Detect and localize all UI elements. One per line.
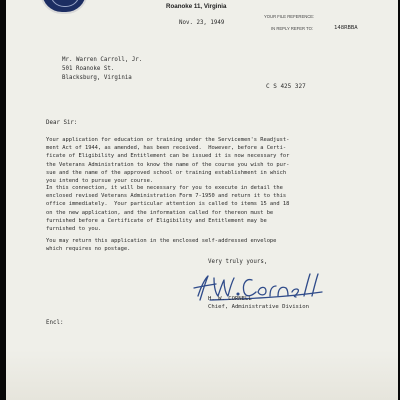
reply-reference-value: 148RBBA <box>334 25 358 31</box>
body-paragraph-1: Your application for education or training under the Servicemen's Readjust- ment Act of 1944, as amended, has been received. However, before a Certi- ficate of Eligibility and Entitlement can be issued it is now necessary for the Veterans Administration to know the name of the course you wish to pur- sue and the name of the approved school or training establishment in which you intend to pursue your course. <box>46 137 290 185</box>
agency-seal-icon <box>40 0 88 14</box>
letter-page <box>6 0 398 400</box>
seal-ring <box>50 0 80 7</box>
body-paragraph-2: In this connection, it will be necessary for you to execute in detail the enclosed revised Veterans Administration Form 7-1950 and return it to this office immediately. Your particular attention is called to items 15 and 18 on the new application, and the information called for thereon must be furnished before a Certificate of Eligibility and Entitlement may be furnished to you. <box>46 185 290 233</box>
recipient-city: Blacksburg, Virginia <box>62 75 132 81</box>
closing: Very truly yours, <box>208 259 268 265</box>
letter-date: Nov. 23, 1949 <box>179 20 225 26</box>
letterhead-city: Roanoke 11, Virginia <box>166 3 227 10</box>
signer-title: Chief, Administrative Division <box>208 304 310 310</box>
body-paragraph-3: You may return this application in the enclosed self-addressed envelope which requires no postage. <box>46 238 277 253</box>
salutation: Dear Sir: <box>46 120 78 126</box>
recipient-street: 501 Roanoke St. <box>62 66 115 72</box>
file-reference-label: YOUR FILE REFERENCE: <box>264 14 315 19</box>
enclosure-label: Encl: <box>46 320 64 326</box>
claim-number: C S 425 327 <box>266 83 306 90</box>
signer-name: H. W. CORNELL <box>208 296 252 302</box>
paper-aging-shade <box>6 350 398 400</box>
recipient-name: Mr. Warren Carroll, Jr. <box>62 57 143 63</box>
reply-reference-label: IN REPLY REFER TO: <box>271 26 314 31</box>
